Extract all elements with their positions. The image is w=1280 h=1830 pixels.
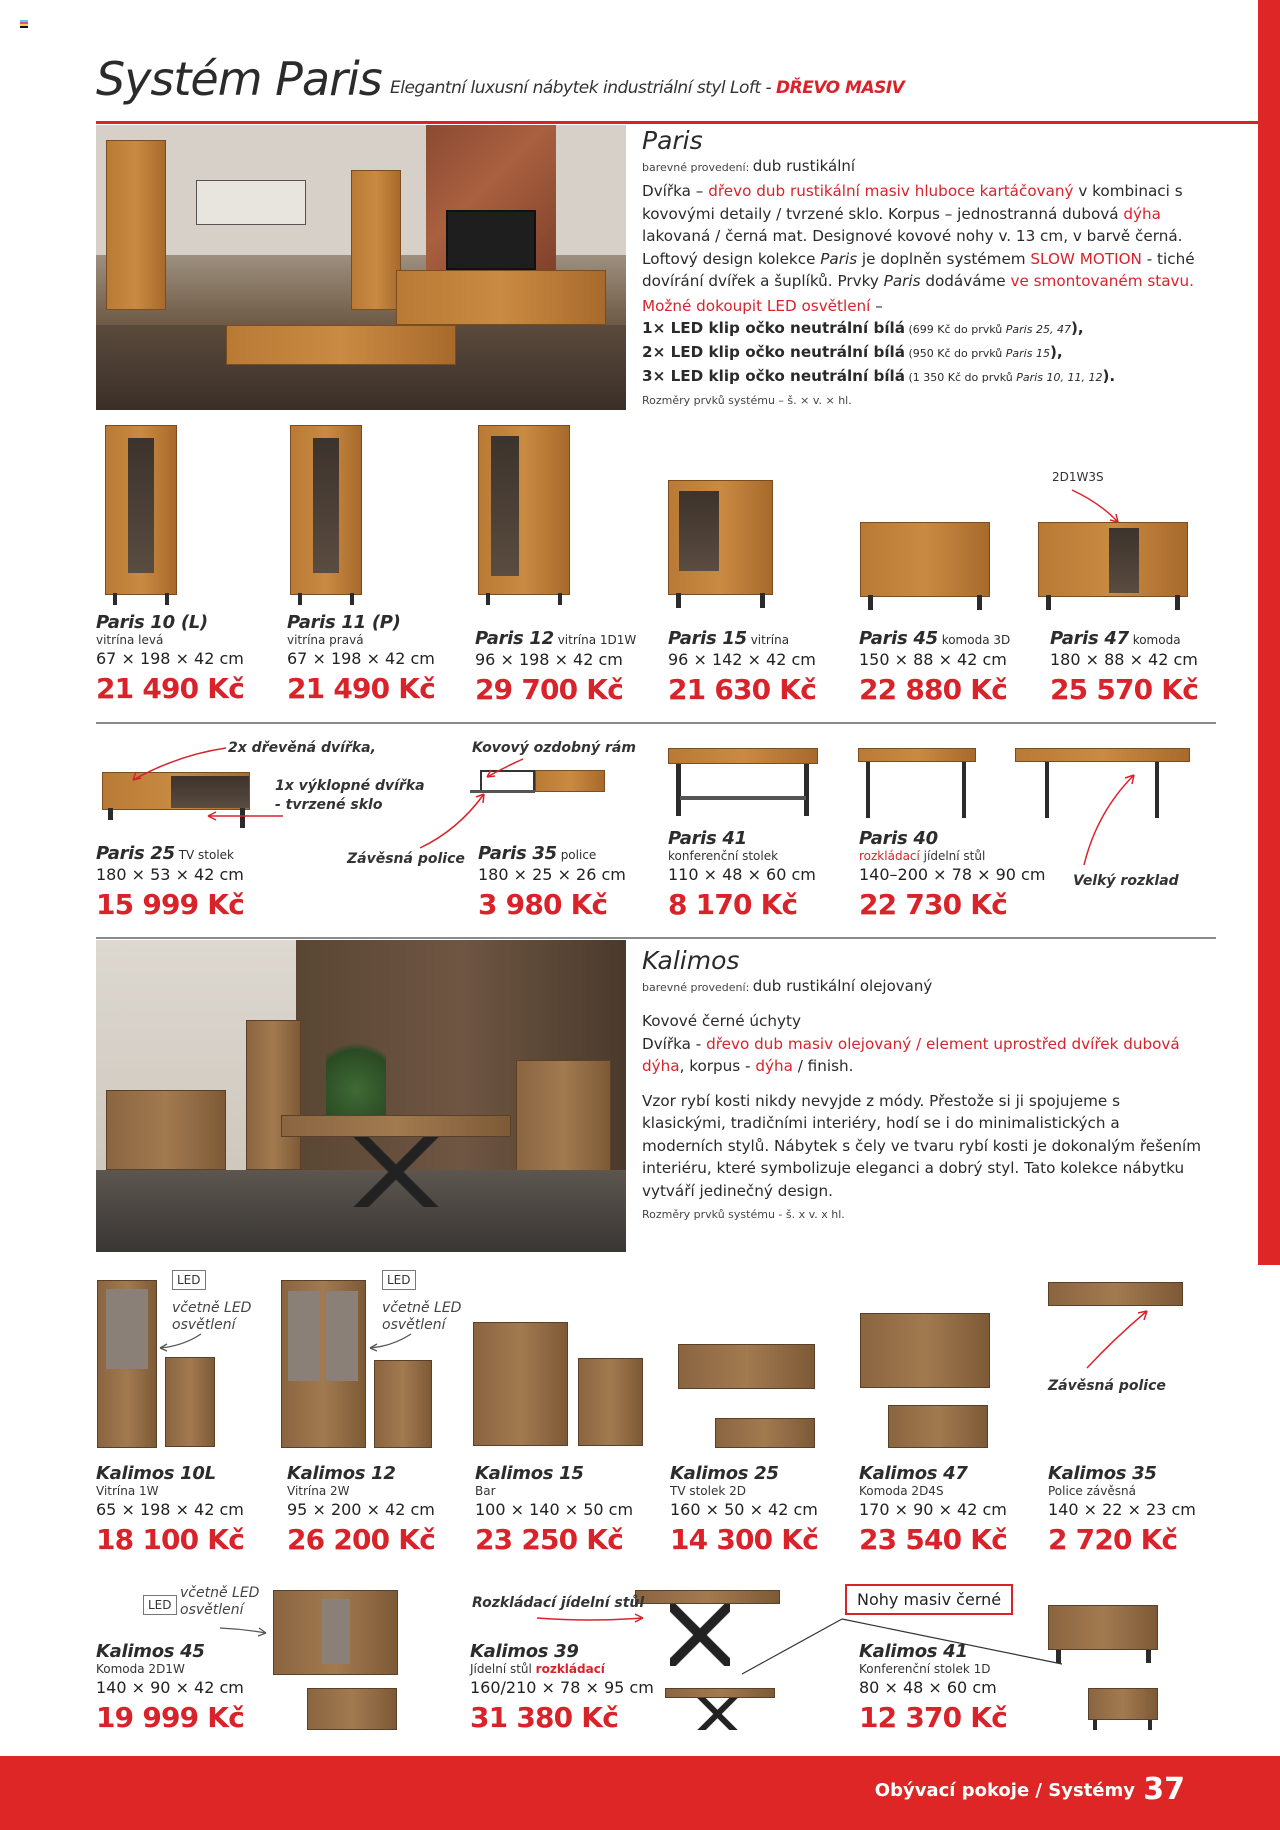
desc-text: , korpus -: [679, 1057, 756, 1075]
desc-text: / finish.: [792, 1057, 854, 1075]
product-dimensions: 110 × 48 × 60 cm: [668, 865, 816, 884]
product-dimensions: 96 × 142 × 42 cm: [668, 650, 816, 669]
desc-highlight: dýha: [755, 1057, 793, 1075]
page-footer: [0, 1756, 1280, 1830]
product-dimensions: 100 × 140 × 50 cm: [475, 1500, 634, 1519]
product-name: [859, 1463, 1039, 1484]
product-dimensions: 96 × 198 × 42 cm: [475, 650, 623, 669]
product-name: [859, 828, 1039, 849]
product-name-text: Paris 11 (P): [287, 612, 401, 633]
product-subtype: police: [556, 848, 597, 862]
product-dimensions: 180 × 88 × 42 cm: [1050, 650, 1198, 669]
product-name-text: Kalimos 45: [96, 1641, 205, 1662]
desc-highlight: SLOW MOTION: [1030, 249, 1142, 268]
paris-finish-value: dub rustikální: [752, 156, 856, 175]
product-name: [96, 612, 276, 633]
product-dimensions: 80 × 48 × 60 cm: [859, 1678, 997, 1697]
desc-italic: Paris: [883, 272, 921, 290]
paris-product-card: [1050, 628, 1230, 706]
product-name: [475, 1463, 655, 1484]
product-name: [668, 828, 848, 849]
product-type: [1048, 1484, 1228, 1499]
product-name-text: Kalimos 10L: [96, 1463, 216, 1484]
product-type-text: Vitrína 2W: [287, 1484, 350, 1498]
led-option-end: ).: [1102, 367, 1116, 385]
product-type: [859, 849, 1039, 864]
title-divider: [96, 121, 1258, 124]
product-price: 14 300 Kč: [670, 1523, 819, 1556]
product-dimensions: 140 × 90 × 42 cm: [96, 1678, 244, 1697]
led-option: [642, 317, 1222, 341]
kalimos-product-card: [859, 1641, 1039, 1734]
paris-desc-paragraph: [642, 180, 1222, 293]
product-price: 21 490 Kč: [96, 672, 245, 705]
product-type-highlight: rozkládací: [535, 1662, 605, 1676]
product-price: 8 170 Kč: [668, 888, 798, 921]
desc-highlight: ve smontovaném stavu.: [1010, 272, 1195, 290]
product-name-text: Paris 47: [1050, 628, 1129, 649]
product-subtype: komoda 3D: [937, 633, 1011, 647]
paris-47-config-label: 2D1W3S: [1052, 470, 1104, 484]
kalimos-45-open-image: [307, 1688, 397, 1730]
product-type: [470, 1662, 650, 1677]
led-option-products: Paris 15: [1005, 347, 1050, 360]
paris-finish-label: barevné provedení:: [642, 160, 753, 174]
kalimos-15-open-image: [578, 1358, 643, 1446]
led-dash: –: [870, 296, 883, 315]
kalimos-product-card: [470, 1641, 654, 1734]
paris-product-card: [668, 828, 848, 921]
product-type-text: Police závěsná: [1048, 1484, 1136, 1498]
led-options-list: [642, 317, 1222, 389]
kalimos-description: [642, 946, 1222, 1227]
product-price: 21 490 Kč: [287, 672, 436, 705]
printer-color-marks: [20, 20, 28, 28]
product-name: [287, 612, 467, 633]
paris-12-image: [478, 425, 570, 605]
legs-note-box: Nohy masiv černé: [845, 1584, 1013, 1615]
kalimos-handles: Kovové černé úchyty: [642, 1012, 801, 1030]
kalimos-product-card: [96, 1641, 276, 1734]
led-option-name: 2× LED klip očko neutrální bílá: [642, 343, 906, 361]
paris-product-card: [475, 628, 655, 706]
kalimos-39-compact-image: [665, 1688, 775, 1733]
product-type-text: TV stolek 2D: [670, 1484, 747, 1498]
led-included-note: [172, 1300, 251, 1334]
product-type: [96, 633, 276, 648]
kalimos-paragraph: Vzor rybí kosti nikdy nevyjde z módy. Přestože si ji spojujeme s klasickými, tradičními interiéry, hodí se i do minimalistických a moderních stylů. Nábytek s čely ve tvaru rybí kosti je dokonalým řešením interiéru, které symbolizuje eleganci a dobrý styl. Tato kolekce nábytku vytváří jedinečný design.: [642, 1091, 1202, 1200]
note-tempered-glass: - tvrzené sklo: [275, 797, 383, 813]
product-type-text: jídelní stůl: [919, 849, 986, 863]
photo-bar: [516, 1060, 611, 1175]
product-type-text: Komoda 2D1W: [96, 1662, 185, 1676]
photo-dining-table: [281, 1115, 511, 1137]
product-type: [96, 1484, 276, 1499]
kalimos-12-image: [281, 1280, 366, 1448]
desc-text: Dvířka –: [642, 182, 709, 200]
product-name-text: Paris 15: [668, 628, 747, 649]
note-extendable-table: Rozkládací jídelní stůl: [472, 1595, 645, 1611]
paris-product-card: [859, 828, 1046, 921]
product-type: [859, 1484, 1039, 1499]
product-name: [668, 628, 848, 649]
product-subtype: vitrína 1D1W: [553, 633, 637, 647]
product-price: 25 570 Kč: [1050, 673, 1199, 706]
led-note-line: včetně LED: [382, 1300, 462, 1316]
product-subtype: vitrína: [746, 633, 790, 647]
product-price: 22 730 Kč: [859, 888, 1008, 921]
product-price: 12 370 Kč: [859, 1701, 1008, 1734]
product-name-text: Kalimos 39: [470, 1641, 579, 1662]
product-price: 29 700 Kč: [475, 673, 624, 706]
product-name-text: Paris 10 (L): [96, 612, 208, 633]
arrow-icon: [205, 810, 285, 822]
product-dimensions: 160 × 50 × 42 cm: [670, 1500, 818, 1519]
product-name: [859, 628, 1039, 649]
product-price: 26 200 Kč: [287, 1523, 436, 1556]
led-option-note: (1 350 Kč do prvků: [905, 371, 1017, 384]
product-type-text: Komoda 2D4S: [859, 1484, 944, 1498]
kalimos-25-image: [678, 1344, 815, 1389]
product-type-text: Konferenční stolek 1D: [859, 1662, 991, 1676]
arrow-icon: [158, 1332, 203, 1352]
kalimos-product-card: [670, 1463, 850, 1556]
kalimos-25-open-image: [715, 1418, 815, 1448]
product-dimensions: 65 × 198 × 42 cm: [96, 1500, 244, 1519]
page-subtitle: [390, 78, 904, 98]
paris-product-card: [96, 843, 276, 921]
paris-description: [642, 126, 1222, 413]
note-hanging-shelf: Závěsná police: [1048, 1378, 1166, 1394]
product-price: 22 880 Kč: [859, 673, 1008, 706]
paris-dims-note: Rozměry prvků systému – š. × v. × hl.: [642, 394, 852, 407]
page-number: 37: [1143, 1772, 1185, 1807]
product-type-text: Bar: [475, 1484, 496, 1498]
photo-x-legs: [346, 1137, 446, 1207]
paris-product-card: [287, 612, 467, 705]
product-type-text: Jídelní stůl: [470, 1662, 536, 1676]
paris-40-image: [858, 748, 976, 820]
product-name-text: Kalimos 15: [475, 1463, 584, 1484]
arrow-icon: [1085, 1308, 1150, 1370]
note-hanging-shelf: Závěsná police: [347, 851, 465, 867]
product-type-highlight: rozkládací: [859, 849, 920, 863]
note-large-extension: Velký rozklad: [1073, 873, 1179, 889]
led-option-name: 1× LED klip očko neutrální bílá: [642, 319, 906, 337]
photo-tv-stand: [396, 270, 606, 325]
product-name: [287, 1463, 467, 1484]
led-note-line: včetně LED: [172, 1300, 252, 1316]
desc-text: dodáváme: [920, 272, 1011, 290]
paris-11-image: [290, 425, 362, 605]
led-option-name: 3× LED klip očko neutrální bílá: [642, 367, 906, 385]
arrow-icon: [218, 1625, 268, 1637]
photo-coffee-table: [226, 325, 456, 365]
footer-section-label: Obývací pokoje / Systémy: [874, 1780, 1135, 1801]
kalimos-dims-note: Rozměry prvků systému - š. x v. x hl.: [642, 1208, 845, 1221]
paris-47-image: [1038, 522, 1188, 612]
kalimos-15-image: [473, 1322, 568, 1446]
desc-text: - tiché dovírání dvířek a šuplíků. Prvky: [642, 249, 1195, 290]
product-dimensions: 150 × 88 × 42 cm: [859, 650, 1007, 669]
desc-highlight: dýha: [1123, 204, 1161, 223]
product-name-text: Paris 40: [859, 828, 938, 849]
product-dimensions: 67 × 198 × 42 cm: [96, 649, 244, 668]
kalimos-45-image: [273, 1590, 398, 1675]
desc-highlight: dřevo dub masiv olejovaný / element uprostřed dvířek dubová dýha: [642, 1034, 1180, 1075]
product-dimensions: 140–200 × 78 × 90 cm: [859, 865, 1046, 884]
section-divider: [96, 937, 1216, 939]
kalimos-41-open-image: [1088, 1688, 1158, 1733]
kalimos-product-card: [1048, 1463, 1228, 1556]
led-option-end: ),: [1070, 319, 1084, 337]
arrow-icon: [368, 1332, 413, 1352]
desc-text: lakovaná / černá mat. Designové kovové nohy v. 13 cm, v barvě černá. Loftový design kolekce: [642, 227, 1183, 268]
led-note-line: včetně LED: [180, 1585, 260, 1601]
kalimos-room-photo: [96, 940, 626, 1252]
kalimos-finish-label: barevné provedení:: [642, 980, 753, 994]
led-note-line: osvětlení: [382, 1317, 446, 1333]
note-flap-door: 1x výklopné dvířka: [275, 778, 425, 794]
product-name-text: Paris 12: [475, 628, 554, 649]
led-badge: LED: [143, 1595, 177, 1615]
kalimos-product-card: [475, 1463, 655, 1556]
product-name: [470, 1641, 650, 1662]
product-name-text: Kalimos 25: [670, 1463, 779, 1484]
arrow-icon: [1082, 772, 1137, 867]
product-dimensions: 160/210 × 78 × 95 cm: [470, 1678, 654, 1697]
product-name-text: Paris 35: [478, 843, 557, 864]
product-name-text: Paris 41: [668, 828, 747, 849]
led-option: [642, 365, 1222, 389]
product-name-text: Paris 45: [859, 628, 938, 649]
product-type-text: vitrína levá: [96, 633, 164, 647]
kalimos-product-card: [287, 1463, 467, 1556]
led-included-note: [180, 1585, 259, 1619]
product-price: 23 250 Kč: [475, 1523, 624, 1556]
product-price: 23 540 Kč: [859, 1523, 1008, 1556]
arrow-icon: [128, 745, 228, 785]
led-option-products: Paris 10, 11, 12: [1016, 371, 1103, 384]
desc-text: Dvířka -: [642, 1034, 707, 1053]
led-badge: LED: [382, 1270, 416, 1290]
paris-product-card: [668, 628, 848, 706]
product-name: [1050, 628, 1230, 649]
product-type-text: konferenční stolek: [668, 849, 779, 863]
photo-cabinet-left: [106, 140, 166, 310]
kalimos-12-open-image: [374, 1360, 432, 1448]
product-name: [96, 1463, 276, 1484]
led-note-line: osvětlení: [180, 1602, 244, 1618]
paris-product-card: [96, 612, 276, 705]
product-name-text: Kalimos 47: [859, 1463, 968, 1484]
desc-text: v kombinaci s kovovými detaily / tvrzené sklo. Korpus – jednostranná dubová: [642, 182, 1183, 223]
product-name-text: Kalimos 35: [1048, 1463, 1157, 1484]
led-option-note: (699 Kč do prvků: [905, 323, 1006, 336]
product-type: [475, 1484, 655, 1499]
note-metal-frame: Kovový ozdobný rám: [472, 740, 636, 756]
photo-vitrine: [246, 1020, 301, 1170]
product-name: [859, 1641, 1039, 1662]
product-dimensions: 95 × 200 × 42 cm: [287, 1500, 435, 1519]
product-name: [670, 1463, 850, 1484]
product-dimensions: 180 × 53 × 42 cm: [96, 865, 244, 884]
paris-45-image: [860, 522, 990, 612]
paris-15-image: [668, 480, 773, 610]
arrow-icon: [535, 1612, 645, 1624]
photo-cabinet-right: [351, 170, 401, 310]
paris-product-card: [859, 628, 1039, 706]
product-dimensions: 170 × 90 × 42 cm: [859, 1500, 1007, 1519]
product-name: [1048, 1463, 1228, 1484]
product-type: [670, 1484, 850, 1499]
kalimos-finish-value: dub rustikální olejovaný: [752, 976, 933, 995]
product-type: [96, 1662, 276, 1677]
product-name-text: Kalimos 12: [287, 1463, 396, 1484]
product-price: 2 720 Kč: [1048, 1523, 1178, 1556]
note-wooden-doors: 2x dřevěná dvířka,: [228, 740, 376, 756]
desc-italic: Paris: [820, 249, 858, 268]
side-accent-strip: [1258, 0, 1280, 1265]
product-price: 18 100 Kč: [96, 1523, 245, 1556]
subtitle-text: Elegantní luxusní nábytek industriální styl Loft -: [390, 78, 776, 98]
product-price: 21 630 Kč: [668, 673, 817, 706]
product-type: [859, 1662, 1039, 1677]
kalimos-10l-open-image: [165, 1357, 215, 1447]
product-type: [287, 633, 467, 648]
paris-collection-title: Paris: [642, 126, 703, 155]
led-badge: LED: [172, 1270, 206, 1290]
led-option: [642, 341, 1222, 365]
photo-sideboard: [106, 1090, 226, 1170]
product-price: 15 999 Kč: [96, 888, 245, 921]
paris-10-image: [105, 425, 177, 605]
product-name: [478, 843, 658, 864]
subtitle-highlight: DŘEVO MASIV: [776, 78, 905, 98]
product-type-text: vitrína pravá: [287, 633, 364, 647]
kalimos-35-image: [1048, 1282, 1183, 1306]
product-dimensions: 180 × 25 × 26 cm: [478, 865, 626, 884]
section-divider: [96, 722, 1216, 724]
led-option-end: ),: [1049, 343, 1063, 361]
product-subtype: komoda: [1128, 633, 1181, 647]
led-heading: Možné dokoupit LED osvětlení: [642, 296, 871, 315]
paris-room-photo: [96, 125, 626, 410]
desc-highlight: dřevo dub rustikální masiv hluboce kartáčovaný: [708, 182, 1074, 200]
product-price: 31 380 Kč: [470, 1701, 619, 1734]
led-note-line: osvětlení: [172, 1317, 236, 1333]
arrow-icon: [1070, 488, 1120, 526]
kalimos-10l-image: [97, 1280, 157, 1448]
desc-text: je doplněn systémem: [857, 249, 1031, 268]
photo-tv: [446, 210, 536, 270]
product-name-text: Kalimos 41: [859, 1641, 968, 1662]
product-name-text: Paris 25: [96, 843, 175, 864]
kalimos-47-image: [860, 1313, 990, 1388]
product-price: 3 980 Kč: [478, 888, 608, 921]
kalimos-47-open-image: [888, 1405, 988, 1448]
product-dimensions: 67 × 198 × 42 cm: [287, 649, 435, 668]
product-name: [96, 843, 276, 864]
product-name: [96, 1641, 276, 1662]
arrow-icon: [418, 790, 488, 850]
kalimos-product-card: [859, 1463, 1039, 1556]
product-type-text: Vitrína 1W: [96, 1484, 159, 1498]
arrow-icon: [485, 757, 525, 779]
product-type: [668, 849, 848, 864]
product-name: [475, 628, 655, 649]
product-type: [287, 1484, 467, 1499]
photo-wall-frames: [196, 180, 306, 225]
kalimos-materials: [642, 1033, 1222, 1078]
paris-41-image: [668, 748, 818, 818]
kalimos-collection-title: Kalimos: [642, 946, 740, 975]
product-dimensions: 140 × 22 × 23 cm: [1048, 1500, 1196, 1519]
led-option-note: (950 Kč do prvků: [905, 347, 1006, 360]
page-title: Systém Paris: [96, 52, 382, 106]
led-option-products: Paris 25, 47: [1005, 323, 1071, 336]
product-price: 19 999 Kč: [96, 1701, 245, 1734]
led-included-note: [382, 1300, 461, 1334]
paris-product-card: [478, 843, 658, 921]
product-subtype: TV stolek: [174, 848, 235, 862]
kalimos-product-card: [96, 1463, 276, 1556]
